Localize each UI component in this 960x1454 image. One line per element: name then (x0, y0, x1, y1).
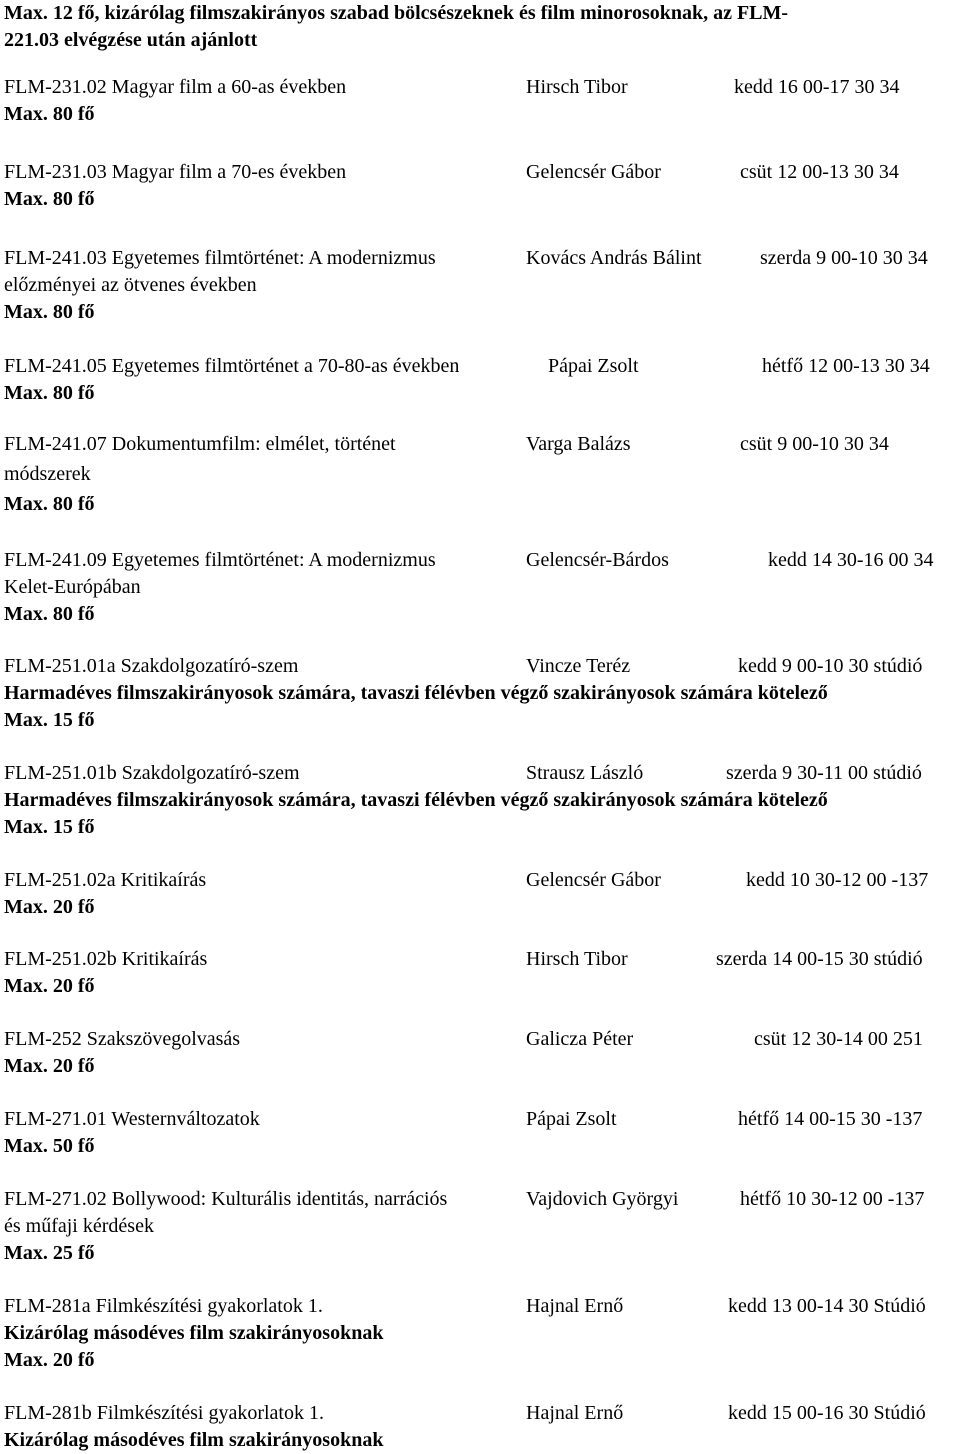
course-time: kedd 16 00-17 30 34 (734, 76, 900, 98)
course-max: Max. 25 fő (4, 1242, 95, 1264)
course-max: Max. 20 fő (4, 896, 95, 918)
course-time: kedd 10 30-12 00 -137 (746, 869, 929, 891)
course-note: Kizárólag másodéves film szakirányosoknak (4, 1322, 384, 1344)
course-time: hétfő 14 00-15 30 -137 (738, 1108, 923, 1130)
course-max: Max. 80 fő (4, 382, 95, 404)
course-max: Max. 50 fő (4, 1135, 95, 1157)
course-teacher: Vajdovich Györgyi (526, 1188, 679, 1210)
course-row (4, 245, 958, 272)
course-teacher: Strausz László (526, 762, 644, 784)
course-time: hétfő 10 30-12 00 -137 (740, 1188, 925, 1210)
course-time: csüt 12 30-14 00 251 (754, 1028, 923, 1050)
course-title: FLM-231.03 Magyar film a 70-es években (4, 161, 347, 183)
course-max: Max. 20 fő (4, 975, 95, 997)
course-time: szerda 14 00-15 30 stúdió (716, 948, 923, 970)
course-entry (4, 431, 958, 518)
course-entry (4, 1400, 958, 1454)
course-row (4, 159, 958, 186)
course-teacher: Gelencsér Gábor (526, 161, 661, 183)
course-row (4, 74, 958, 101)
course-max: Max. 15 fő (4, 709, 95, 731)
course-title: FLM-271.01 Westernváltozatok (4, 1108, 260, 1130)
course-entry (4, 74, 958, 128)
course-title: FLM-281b Filmkészítési gyakorlatok 1. (4, 1402, 324, 1424)
course-max: Max. 80 fő (4, 493, 95, 515)
course-teacher: Gelencsér-Bárdos (526, 549, 669, 571)
course-title: FLM-241.03 Egyetemes filmtörténet: A modernizmus (4, 247, 436, 269)
course-row (4, 1106, 958, 1133)
course-title-continued: előzményei az ötvenes években (4, 274, 257, 296)
course-row (4, 1400, 958, 1427)
course-note: Harmadéves filmszakirányosok számára, tavaszi félévben végző szakirányosok számára kötelező (4, 682, 828, 704)
course-title: FLM-231.02 Magyar film a 60-as években (4, 76, 347, 98)
course-row (4, 353, 958, 380)
course-max: Max. 80 fő (4, 301, 95, 323)
page-header (4, 0, 954, 54)
course-entry (4, 245, 958, 326)
course-row (4, 946, 958, 973)
course-note: Harmadéves filmszakirányosok számára, tavaszi félévben végző szakirányosok számára kötelező (4, 789, 828, 811)
course-teacher: Pápai Zsolt (548, 355, 639, 377)
course-row (4, 1293, 958, 1320)
course-row (4, 431, 958, 458)
course-entry (4, 1106, 958, 1160)
course-note: Kizárólag másodéves film szakirányosoknak (4, 1429, 384, 1451)
course-entry (4, 547, 958, 628)
course-title: FLM-281a Filmkészítési gyakorlatok 1. (4, 1295, 323, 1317)
course-teacher: Galicza Péter (526, 1028, 634, 1050)
course-entry (4, 653, 958, 734)
course-time: szerda 9 00-10 30 34 (760, 247, 928, 269)
course-row (4, 760, 958, 787)
course-title: FLM-241.07 Dokumentumfilm: elmélet, történet (4, 433, 396, 455)
course-entry (4, 1293, 958, 1374)
course-entry (4, 159, 958, 213)
course-row (4, 653, 958, 680)
course-time: szerda 9 30-11 00 stúdió (726, 762, 922, 784)
course-time: kedd 15 00-16 30 Stúdió (728, 1402, 926, 1424)
course-title: FLM-251.01a Szakdolgozatíró-szem (4, 655, 299, 677)
course-title-continued: Kelet-Európában (4, 576, 141, 598)
course-entry (4, 1186, 958, 1267)
course-teacher: Hirsch Tibor (526, 948, 628, 970)
course-time: kedd 14 30-16 00 34 (768, 549, 934, 571)
course-entry (4, 353, 958, 407)
course-max: Max. 80 fő (4, 103, 95, 125)
course-teacher: Gelencsér Gábor (526, 869, 661, 891)
course-max: Max. 20 fő (4, 1055, 95, 1077)
course-entry (4, 760, 958, 841)
course-time: csüt 12 00-13 30 34 (740, 161, 899, 183)
course-teacher: Kovács András Bálint (526, 247, 702, 269)
course-teacher: Hajnal Ernő (526, 1295, 624, 1317)
course-max: Max. 20 fő (4, 1349, 95, 1371)
course-time: kedd 9 00-10 30 stúdió (738, 655, 923, 677)
course-title: FLM-241.09 Egyetemes filmtörténet: A modernizmus (4, 549, 436, 571)
course-row (4, 547, 958, 574)
course-time: csüt 9 00-10 30 34 (740, 433, 889, 455)
course-max: Max. 80 fő (4, 188, 95, 210)
course-row (4, 1186, 958, 1213)
course-title: FLM-251.02a Kritikaírás (4, 869, 207, 891)
course-title: FLM-271.02 Bollywood: Kulturális identitás, narrációs (4, 1188, 448, 1210)
course-entry (4, 1026, 958, 1080)
course-row (4, 867, 958, 894)
course-time: kedd 13 00-14 30 Stúdió (728, 1295, 926, 1317)
course-time: hétfő 12 00-13 30 34 (762, 355, 930, 377)
course-title: FLM-251.01b Szakdolgozatíró-szem (4, 762, 300, 784)
course-max: Max. 15 fő (4, 816, 95, 838)
header-line-1: Max. 12 fő, kizárólag filmszakirányos szabad bölcsészeknek és film minorosoknak, az FLM- (4, 2, 789, 24)
course-title: FLM-252 Szakszövegolvasás (4, 1028, 241, 1050)
course-teacher: Hirsch Tibor (526, 76, 628, 98)
course-entry (4, 946, 958, 1000)
course-title-continued: és műfaji kérdések (4, 1215, 154, 1237)
course-teacher: Hajnal Ernő (526, 1402, 624, 1424)
course-teacher: Varga Balázs (526, 433, 631, 455)
header-line-2: 221.03 elvégzése után ajánlott (4, 29, 258, 51)
course-title: FLM-241.05 Egyetemes filmtörténet a 70-80-as években (4, 355, 460, 377)
course-row (4, 1026, 958, 1053)
course-entry (4, 867, 958, 921)
course-teacher: Pápai Zsolt (526, 1108, 617, 1130)
course-title-continued: módszerek (4, 463, 91, 485)
course-title: FLM-251.02b Kritikaírás (4, 948, 208, 970)
course-teacher: Vincze Teréz (526, 655, 631, 677)
course-max: Max. 80 fő (4, 603, 95, 625)
